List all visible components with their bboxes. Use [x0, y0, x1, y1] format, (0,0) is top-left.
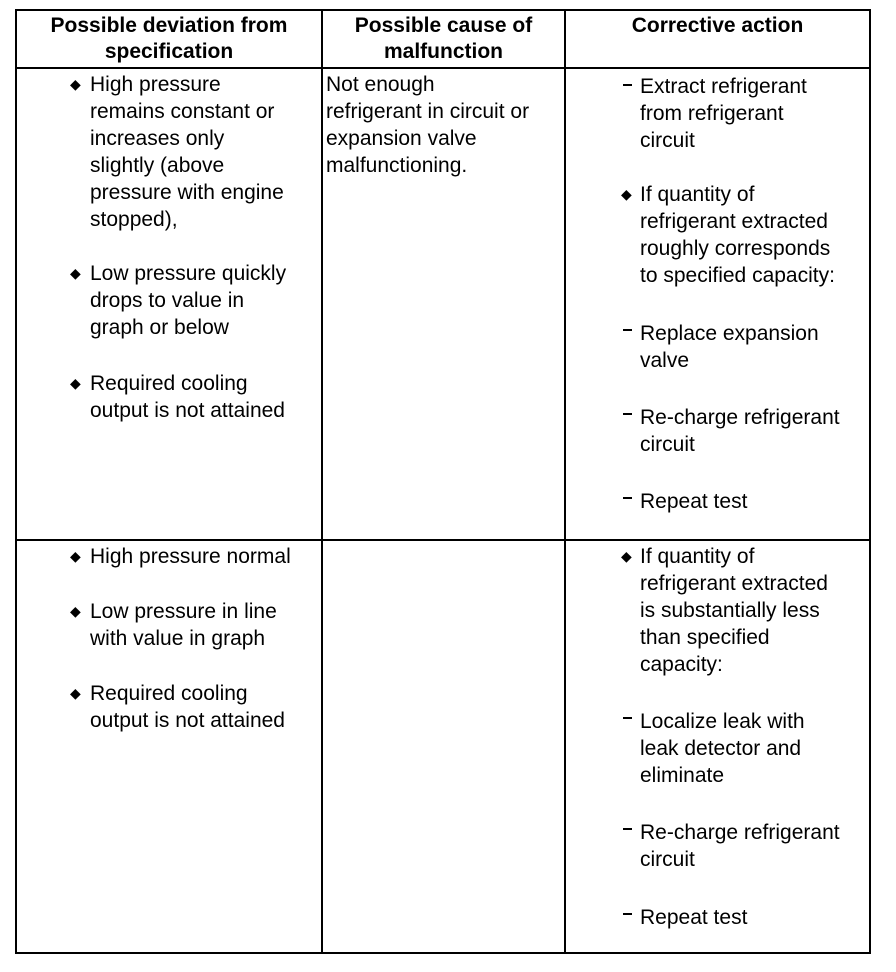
text-line: refrigerant in circuit or	[326, 100, 530, 123]
header-action	[566, 13, 869, 39]
text-line: pressure with engine	[90, 181, 284, 204]
header-divider	[15, 67, 871, 69]
text-line: from refrigerant	[640, 102, 784, 125]
table-border-right	[869, 9, 871, 954]
header-cause	[323, 13, 564, 65]
table-border-left	[15, 9, 17, 954]
dash-icon	[623, 413, 632, 415]
bullet-diamond-icon: ◆	[621, 186, 632, 202]
action-item	[640, 320, 819, 374]
text-line: Repeat test	[640, 490, 748, 513]
action-item	[640, 488, 747, 515]
text-line: Low pressure quickly	[90, 262, 287, 285]
text-line: Extract refrigerant	[640, 75, 807, 98]
deviation-item	[90, 543, 291, 570]
text-line: Re-charge refrigerant	[640, 406, 840, 429]
text-line: malfunctioning.	[326, 154, 468, 177]
text-line: refrigerant extracted	[640, 210, 828, 233]
text-line: Re-charge refrigerant	[640, 821, 840, 844]
text-line: expansion valve	[326, 127, 477, 150]
bullet-diamond-icon: ◆	[70, 603, 81, 619]
text-line: Required cooling	[90, 682, 248, 705]
text-line: High pressure normal	[90, 545, 291, 568]
text-line: Low pressure in line	[90, 600, 277, 623]
action-item	[640, 404, 840, 458]
deviation-item	[90, 260, 286, 341]
action-item	[640, 73, 807, 154]
deviation-item	[90, 370, 285, 424]
text-line: increases only	[90, 127, 225, 150]
text-line: valve	[640, 349, 690, 372]
bullet-diamond-icon: ◆	[70, 548, 81, 564]
column-divider-1	[321, 9, 323, 954]
header-line: Corrective action	[631, 14, 804, 37]
row-divider	[15, 539, 871, 541]
text-line: graph or below	[90, 316, 229, 339]
dash-icon	[623, 717, 632, 719]
text-line: than specified	[640, 626, 770, 649]
text-line: remains constant or	[90, 100, 275, 123]
header-line: Possible cause of	[354, 14, 533, 37]
dash-icon	[623, 913, 632, 915]
action-item	[640, 543, 828, 678]
text-line: drops to value in	[90, 289, 245, 312]
deviation-item	[90, 598, 277, 652]
action-item	[640, 819, 840, 873]
text-line: output is not attained	[90, 709, 285, 732]
deviation-item	[90, 71, 284, 233]
bullet-diamond-icon: ◆	[621, 548, 632, 564]
text-line: refrigerant extracted	[640, 572, 828, 595]
header-deviation	[17, 13, 321, 65]
text-line: stopped),	[90, 208, 178, 231]
dash-icon	[623, 84, 632, 86]
text-line: High pressure	[90, 73, 221, 96]
text-line: output is not attained	[90, 399, 285, 422]
text-line: Required cooling	[90, 372, 248, 395]
text-line: circuit	[640, 433, 695, 456]
text-line: circuit	[640, 848, 695, 871]
text-line: eliminate	[640, 764, 725, 787]
text-line: capacity:	[640, 653, 723, 676]
header-line: Possible deviation from	[50, 14, 288, 37]
text-line: Not enough	[326, 73, 435, 96]
text-line: Replace expansion	[640, 322, 819, 345]
bullet-diamond-icon: ◆	[70, 375, 81, 391]
text-line: If quantity of	[640, 545, 755, 568]
text-line: is substantially less	[640, 599, 820, 622]
dash-icon	[623, 828, 632, 830]
text-line: Repeat test	[640, 906, 748, 929]
text-line: with value in graph	[90, 627, 266, 650]
header-line: specification	[104, 40, 234, 63]
text-line: to specified capacity:	[640, 264, 835, 287]
bullet-diamond-icon: ◆	[70, 265, 81, 281]
text-line: Localize leak with	[640, 710, 805, 733]
table-border-bottom	[15, 952, 871, 954]
bullet-diamond-icon: ◆	[70, 685, 81, 701]
action-item	[640, 708, 805, 789]
header-line: malfunction	[384, 40, 503, 63]
text-line: roughly corresponds	[640, 237, 831, 260]
cause-text	[326, 71, 529, 179]
text-line: circuit	[640, 129, 695, 152]
action-item	[640, 904, 747, 931]
text-line: leak detector and	[640, 737, 802, 760]
action-item	[640, 181, 835, 289]
column-divider-2	[564, 9, 566, 954]
deviation-item	[90, 680, 285, 734]
table-border-top	[15, 9, 871, 11]
dash-icon	[623, 329, 632, 331]
dash-icon	[623, 497, 632, 499]
text-line: slightly (above	[90, 154, 225, 177]
text-line: If quantity of	[640, 183, 755, 206]
bullet-diamond-icon: ◆	[70, 76, 81, 92]
